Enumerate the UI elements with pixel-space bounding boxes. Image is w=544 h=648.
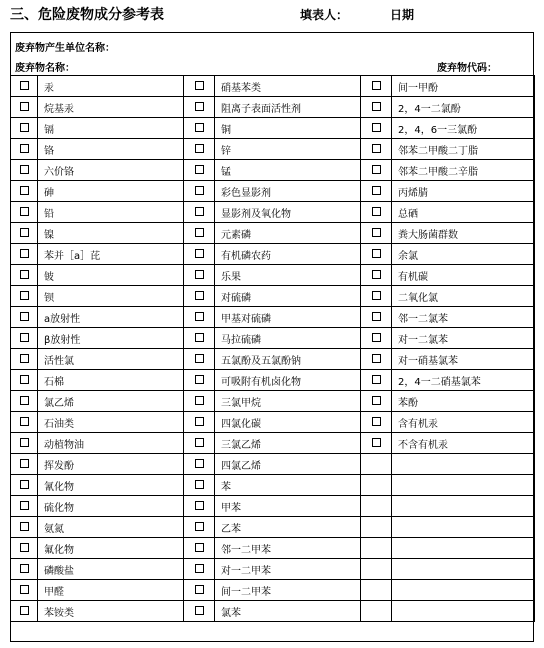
- component-label: 对一硝基氯苯: [392, 349, 535, 370]
- checkbox[interactable]: [195, 270, 204, 279]
- checkbox[interactable]: [20, 186, 29, 195]
- checkbox-cell: [361, 265, 392, 286]
- checkbox[interactable]: [20, 522, 29, 531]
- component-label: 镉: [38, 118, 184, 139]
- checkbox[interactable]: [372, 312, 381, 321]
- checkbox[interactable]: [372, 438, 381, 447]
- component-label: 镍: [38, 223, 184, 244]
- checkbox[interactable]: [195, 312, 204, 321]
- component-label: 氯乙烯: [38, 391, 184, 412]
- component-label: 苯酚: [392, 391, 535, 412]
- checkbox-cell: [361, 244, 392, 265]
- checkbox-cell: [361, 517, 392, 538]
- checkbox-cell: [184, 286, 215, 307]
- table-row: [11, 475, 535, 496]
- checkbox[interactable]: [195, 438, 204, 447]
- checkbox-cell: [184, 475, 215, 496]
- checkbox[interactable]: [20, 207, 29, 216]
- checkbox-cell: [184, 370, 215, 391]
- checkbox-cell: [361, 202, 392, 223]
- title-row: [10, 2, 540, 26]
- checkbox-cell: [11, 349, 38, 370]
- component-label: 乐果: [215, 265, 361, 286]
- component-label: 可吸附有机卤化物: [215, 370, 361, 391]
- checkbox[interactable]: [20, 396, 29, 405]
- checkbox[interactable]: [20, 228, 29, 237]
- component-label: 显影剂及氧化物: [215, 202, 361, 223]
- date-label: 日期: [390, 8, 415, 22]
- checkbox-cell: [11, 496, 38, 517]
- checkbox-cell: [11, 391, 38, 412]
- checkbox[interactable]: [20, 291, 29, 300]
- component-label: [392, 601, 535, 622]
- table-row: [11, 181, 535, 202]
- checkbox-cell: [11, 307, 38, 328]
- table-row: [11, 265, 535, 286]
- checkbox-cell: [11, 559, 38, 580]
- table-row: [11, 517, 535, 538]
- table-row: [11, 76, 535, 97]
- component-label: 氨氮: [38, 517, 184, 538]
- checkbox[interactable]: [20, 144, 29, 153]
- checkbox[interactable]: [372, 144, 381, 153]
- checkbox-cell: [361, 370, 392, 391]
- checkbox-cell: [184, 433, 215, 454]
- checkbox-cell: [11, 265, 38, 286]
- component-label: 磷酸盐: [38, 559, 184, 580]
- checkbox-cell: [11, 412, 38, 433]
- component-label: 苯铵类: [38, 601, 184, 622]
- component-label: 三氯乙烯: [215, 433, 361, 454]
- checkbox[interactable]: [20, 165, 29, 174]
- table-row: [11, 454, 535, 475]
- component-label: 氰化物: [38, 475, 184, 496]
- checkbox[interactable]: [20, 606, 29, 615]
- checkbox[interactable]: [195, 543, 204, 552]
- checkbox[interactable]: [20, 501, 29, 510]
- component-label: 铅: [38, 202, 184, 223]
- component-label: 余氯: [392, 244, 535, 265]
- checkbox-cell: [11, 370, 38, 391]
- checkbox-cell: [184, 307, 215, 328]
- component-label: 有机碳: [392, 265, 535, 286]
- checkbox-cell: [361, 433, 392, 454]
- component-label: 石油类: [38, 412, 184, 433]
- checkbox[interactable]: [372, 375, 381, 384]
- checkbox-cell: [184, 412, 215, 433]
- checkbox[interactable]: [195, 186, 204, 195]
- checkbox-cell: [11, 475, 38, 496]
- checkbox[interactable]: [195, 228, 204, 237]
- checkbox-cell: [361, 76, 392, 97]
- checkbox-cell: [184, 517, 215, 538]
- checkbox-cell: [184, 97, 215, 118]
- checkbox-cell: [11, 202, 38, 223]
- component-label: 铍: [38, 265, 184, 286]
- checkbox-cell: [11, 328, 38, 349]
- checkbox-cell: [361, 328, 392, 349]
- component-label: β放射性: [38, 328, 184, 349]
- component-label: 邻苯二甲酸二丁脂: [392, 139, 535, 160]
- checkbox-cell: [11, 286, 38, 307]
- checkbox[interactable]: [195, 501, 204, 510]
- checkbox-cell: [184, 181, 215, 202]
- checkbox-cell: [11, 601, 38, 622]
- component-label: a放射性: [38, 307, 184, 328]
- table-row: [11, 160, 535, 181]
- component-label: 硝基苯类: [215, 76, 361, 97]
- checkbox[interactable]: [195, 564, 204, 573]
- checkbox[interactable]: [20, 333, 29, 342]
- checkbox-cell: [11, 139, 38, 160]
- component-label: 对硫磷: [215, 286, 361, 307]
- checkbox-cell: [11, 223, 38, 244]
- checkbox-cell: [184, 349, 215, 370]
- component-label: 石棉: [38, 370, 184, 391]
- checkbox-cell: [184, 559, 215, 580]
- component-label: 硫化物: [38, 496, 184, 517]
- checkbox-cell: [184, 391, 215, 412]
- checkbox-cell: [361, 454, 392, 475]
- checkbox-cell: [11, 244, 38, 265]
- component-label: 间一二甲苯: [215, 580, 361, 601]
- checkbox[interactable]: [372, 417, 381, 426]
- waste-name-label: 废弃物名称：: [15, 63, 75, 74]
- component-table: [10, 75, 535, 622]
- checkbox-cell: [11, 433, 38, 454]
- component-label: 2，4一二氯酚: [392, 97, 535, 118]
- component-label: 四氯乙烯: [215, 454, 361, 475]
- checkbox[interactable]: [195, 81, 204, 90]
- checkbox-cell: [184, 76, 215, 97]
- table-row: [11, 349, 535, 370]
- checkbox-cell: [361, 349, 392, 370]
- checkbox[interactable]: [195, 354, 204, 363]
- checkbox[interactable]: [20, 543, 29, 552]
- checkbox-cell: [11, 181, 38, 202]
- checkbox-cell: [184, 118, 215, 139]
- table-row: [11, 139, 535, 160]
- checkbox[interactable]: [20, 417, 29, 426]
- component-label: 彩色显影剂: [215, 181, 361, 202]
- checkbox[interactable]: [20, 312, 29, 321]
- checkbox-cell: [184, 328, 215, 349]
- table-row: [11, 433, 535, 454]
- checkbox-cell: [361, 538, 392, 559]
- checkbox[interactable]: [372, 123, 381, 132]
- component-label: 苯并［a］芘: [38, 244, 184, 265]
- checkbox[interactable]: [20, 585, 29, 594]
- component-label: 烷基汞: [38, 97, 184, 118]
- checkbox-cell: [11, 118, 38, 139]
- checkbox-cell: [361, 601, 392, 622]
- checkbox[interactable]: [195, 102, 204, 111]
- checkbox[interactable]: [20, 459, 29, 468]
- checkbox-cell: [184, 454, 215, 475]
- component-label: 六价铬: [38, 160, 184, 181]
- component-label: 不含有机汞: [392, 433, 535, 454]
- checkbox[interactable]: [372, 102, 381, 111]
- checkbox[interactable]: [372, 291, 381, 300]
- checkbox-cell: [184, 538, 215, 559]
- checkbox[interactable]: [20, 270, 29, 279]
- table-row: [11, 391, 535, 412]
- checkbox[interactable]: [20, 354, 29, 363]
- checkbox[interactable]: [372, 186, 381, 195]
- checkbox-cell: [361, 391, 392, 412]
- checkbox[interactable]: [20, 564, 29, 573]
- checkbox-cell: [361, 139, 392, 160]
- checkbox-cell: [361, 496, 392, 517]
- checkbox-cell: [361, 412, 392, 433]
- component-label: 2，4，6一三氯酚: [392, 118, 535, 139]
- checkbox[interactable]: [20, 438, 29, 447]
- component-label: 丙烯腈: [392, 181, 535, 202]
- component-label: 阻离子表面活性剂: [215, 97, 361, 118]
- component-label: 粪大肠菌群数: [392, 223, 535, 244]
- checkbox[interactable]: [195, 585, 204, 594]
- checkbox-cell: [184, 601, 215, 622]
- checkbox-cell: [361, 307, 392, 328]
- component-label: 马拉硫磷: [215, 328, 361, 349]
- checkbox[interactable]: [195, 333, 204, 342]
- checkbox[interactable]: [20, 375, 29, 384]
- checkbox-cell: [11, 160, 38, 181]
- component-label: 有机磷农药: [215, 244, 361, 265]
- table-row: [11, 223, 535, 244]
- checkbox[interactable]: [195, 144, 204, 153]
- checkbox-cell: [184, 496, 215, 517]
- checkbox-cell: [184, 202, 215, 223]
- component-label: 邻一二甲苯: [215, 538, 361, 559]
- component-label: 四氯化碳: [215, 412, 361, 433]
- checkbox[interactable]: [20, 102, 29, 111]
- table-row: [11, 559, 535, 580]
- component-label: 挥发酚: [38, 454, 184, 475]
- checkbox-cell: [184, 139, 215, 160]
- checkbox[interactable]: [372, 228, 381, 237]
- component-label: 对一二氯苯: [392, 328, 535, 349]
- component-label: 动植物油: [38, 433, 184, 454]
- checkbox[interactable]: [195, 417, 204, 426]
- checkbox-cell: [361, 580, 392, 601]
- filler-label: 填表人：: [300, 8, 349, 22]
- component-label: 五氯酚及五氯酚钠: [215, 349, 361, 370]
- component-label: 2，4一二硝基氯苯: [392, 370, 535, 391]
- component-label: 总硒: [392, 202, 535, 223]
- component-label: 锰: [215, 160, 361, 181]
- checkbox-cell: [361, 118, 392, 139]
- component-label: 邻苯二甲酸二辛脂: [392, 160, 535, 181]
- component-label: 甲苯: [215, 496, 361, 517]
- checkbox-cell: [361, 559, 392, 580]
- component-label: [392, 559, 535, 580]
- checkbox[interactable]: [372, 249, 381, 258]
- component-label: 苯: [215, 475, 361, 496]
- table-row: [11, 580, 535, 601]
- component-label: 汞: [38, 76, 184, 97]
- checkbox[interactable]: [195, 480, 204, 489]
- checkbox-cell: [184, 244, 215, 265]
- component-label: [392, 496, 535, 517]
- table-row: [11, 601, 535, 622]
- checkbox[interactable]: [195, 207, 204, 216]
- checkbox[interactable]: [20, 81, 29, 90]
- checkbox[interactable]: [195, 522, 204, 531]
- checkbox[interactable]: [195, 249, 204, 258]
- component-label: 铬: [38, 139, 184, 160]
- component-label: 乙苯: [215, 517, 361, 538]
- component-label: 甲醛: [38, 580, 184, 601]
- table-row: [11, 328, 535, 349]
- component-label: 铜: [215, 118, 361, 139]
- checkbox[interactable]: [372, 81, 381, 90]
- waste-code-label: 废弃物代码：: [437, 63, 497, 74]
- table-row: [11, 202, 535, 223]
- checkbox-cell: [361, 286, 392, 307]
- component-label: 钡: [38, 286, 184, 307]
- component-label: [392, 517, 535, 538]
- table-row: [11, 412, 535, 433]
- checkbox-cell: [184, 580, 215, 601]
- component-label: [392, 454, 535, 475]
- table-row: [11, 370, 535, 391]
- checkbox-cell: [11, 580, 38, 601]
- component-label: [392, 580, 535, 601]
- table-row: [11, 118, 535, 139]
- component-label: 三氯甲烷: [215, 391, 361, 412]
- component-label: 含有机汞: [392, 412, 535, 433]
- page-title: 三、危险废物成分参考表: [10, 7, 164, 23]
- checkbox[interactable]: [20, 249, 29, 258]
- checkbox[interactable]: [372, 354, 381, 363]
- checkbox-cell: [361, 97, 392, 118]
- checkbox[interactable]: [195, 375, 204, 384]
- component-label: 活性氯: [38, 349, 184, 370]
- checkbox[interactable]: [195, 123, 204, 132]
- checkbox[interactable]: [195, 165, 204, 174]
- checkbox-cell: [11, 97, 38, 118]
- checkbox[interactable]: [372, 207, 381, 216]
- component-label: 砷: [38, 181, 184, 202]
- table-row: [11, 496, 535, 517]
- table-row: [11, 307, 535, 328]
- checkbox-cell: [184, 223, 215, 244]
- component-label: 二氧化氯: [392, 286, 535, 307]
- checkbox[interactable]: [20, 123, 29, 132]
- checkbox-cell: [361, 223, 392, 244]
- checkbox-cell: [184, 265, 215, 286]
- checkbox-cell: [11, 76, 38, 97]
- checkbox-cell: [361, 160, 392, 181]
- checkbox[interactable]: [195, 396, 204, 405]
- checkbox[interactable]: [372, 396, 381, 405]
- checkbox[interactable]: [195, 459, 204, 468]
- unit-name-label: 废弃物产生单位名称：: [15, 43, 115, 54]
- checkbox[interactable]: [195, 291, 204, 300]
- checkbox[interactable]: [372, 333, 381, 342]
- component-label: [392, 475, 535, 496]
- checkbox[interactable]: [372, 270, 381, 279]
- checkbox[interactable]: [372, 165, 381, 174]
- component-label: 锌: [215, 139, 361, 160]
- component-label: 元素磷: [215, 223, 361, 244]
- checkbox-cell: [11, 454, 38, 475]
- checkbox-cell: [11, 538, 38, 559]
- component-label: 邻一二氯苯: [392, 307, 535, 328]
- component-label: 间一甲酚: [392, 76, 535, 97]
- checkbox[interactable]: [20, 480, 29, 489]
- table-row: [11, 244, 535, 265]
- table-row: [11, 97, 535, 118]
- checkbox-cell: [11, 517, 38, 538]
- table-row: [11, 286, 535, 307]
- component-label: 对一二甲苯: [215, 559, 361, 580]
- checkbox-cell: [184, 160, 215, 181]
- component-label: 氟化物: [38, 538, 184, 559]
- checkbox-cell: [361, 475, 392, 496]
- component-label: 氯苯: [215, 601, 361, 622]
- component-label: 甲基对硫磷: [215, 307, 361, 328]
- checkbox[interactable]: [195, 606, 204, 615]
- component-label: [392, 538, 535, 559]
- table-row: [11, 538, 535, 559]
- checkbox-cell: [361, 181, 392, 202]
